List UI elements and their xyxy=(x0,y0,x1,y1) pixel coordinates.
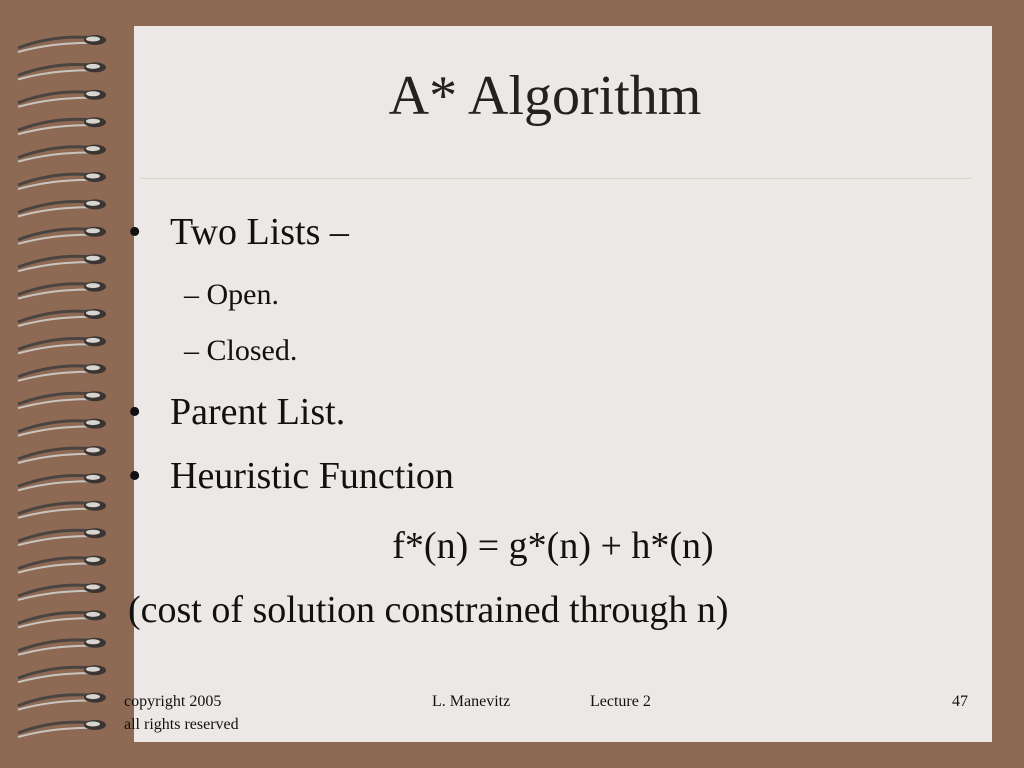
bullet-text: Two Lists – xyxy=(170,211,349,253)
footer-author: L. Manevitz xyxy=(432,693,511,710)
footer-copyright xyxy=(124,690,239,736)
bullet-icon: • xyxy=(128,211,142,253)
spiral-ring-icon xyxy=(18,199,106,216)
bullet-text: Heuristic Function xyxy=(170,455,454,497)
title-divider xyxy=(140,178,972,179)
spiral-ring-icon xyxy=(18,254,106,271)
spiral-ring-icon xyxy=(18,227,106,244)
bullet-icon: • xyxy=(128,455,142,497)
slide-panel xyxy=(66,26,992,742)
copyright-line-2: all rights reserved xyxy=(124,716,239,733)
spiral-ring-icon xyxy=(18,610,106,627)
spiral-ring-icon xyxy=(18,473,106,490)
spiral-ring-icon xyxy=(18,501,106,518)
spiral-ring-icon xyxy=(18,556,106,573)
slide-title: A* Algorithm xyxy=(388,65,702,127)
copyright-line-1: copyright 2005 xyxy=(124,693,222,710)
bullet-icon: • xyxy=(128,391,142,433)
spiral-ring-icon xyxy=(18,391,106,408)
bullet-item-two-lists xyxy=(128,210,349,254)
heuristic-formula: f*(n) = g*(n) + h*(n) xyxy=(392,525,714,567)
spiral-ring-icon xyxy=(18,336,106,353)
bullet-text: Parent List. xyxy=(170,391,346,433)
spiral-ring-icon xyxy=(18,720,106,737)
bullet-item-heuristic xyxy=(128,454,454,498)
spiral-ring-icon xyxy=(18,419,106,436)
spiral-ring-icon xyxy=(18,665,106,682)
spiral-ring-icon xyxy=(18,145,106,162)
spiral-ring-icon xyxy=(18,446,106,463)
spiral-ring-icon xyxy=(18,693,106,710)
spiral-ring-icon xyxy=(18,528,106,545)
sub-bullet-closed: – Closed. xyxy=(184,334,298,367)
spiral-ring-icon xyxy=(18,583,106,600)
formula-note: (cost of solution constrained through n) xyxy=(128,589,729,631)
sub-bullet-open: – Open. xyxy=(184,278,279,311)
spiral-ring-icon xyxy=(18,309,106,326)
spiral-ring-icon xyxy=(18,172,106,189)
footer-page-number: 47 xyxy=(952,693,968,710)
spiral-ring-icon xyxy=(18,364,106,381)
bullet-item-parent-list xyxy=(128,390,345,434)
spiral-ring-icon xyxy=(18,35,106,52)
footer-lecture: Lecture 2 xyxy=(590,693,651,710)
spiral-ring-icon xyxy=(18,638,106,655)
spiral-ring-icon xyxy=(18,282,106,299)
